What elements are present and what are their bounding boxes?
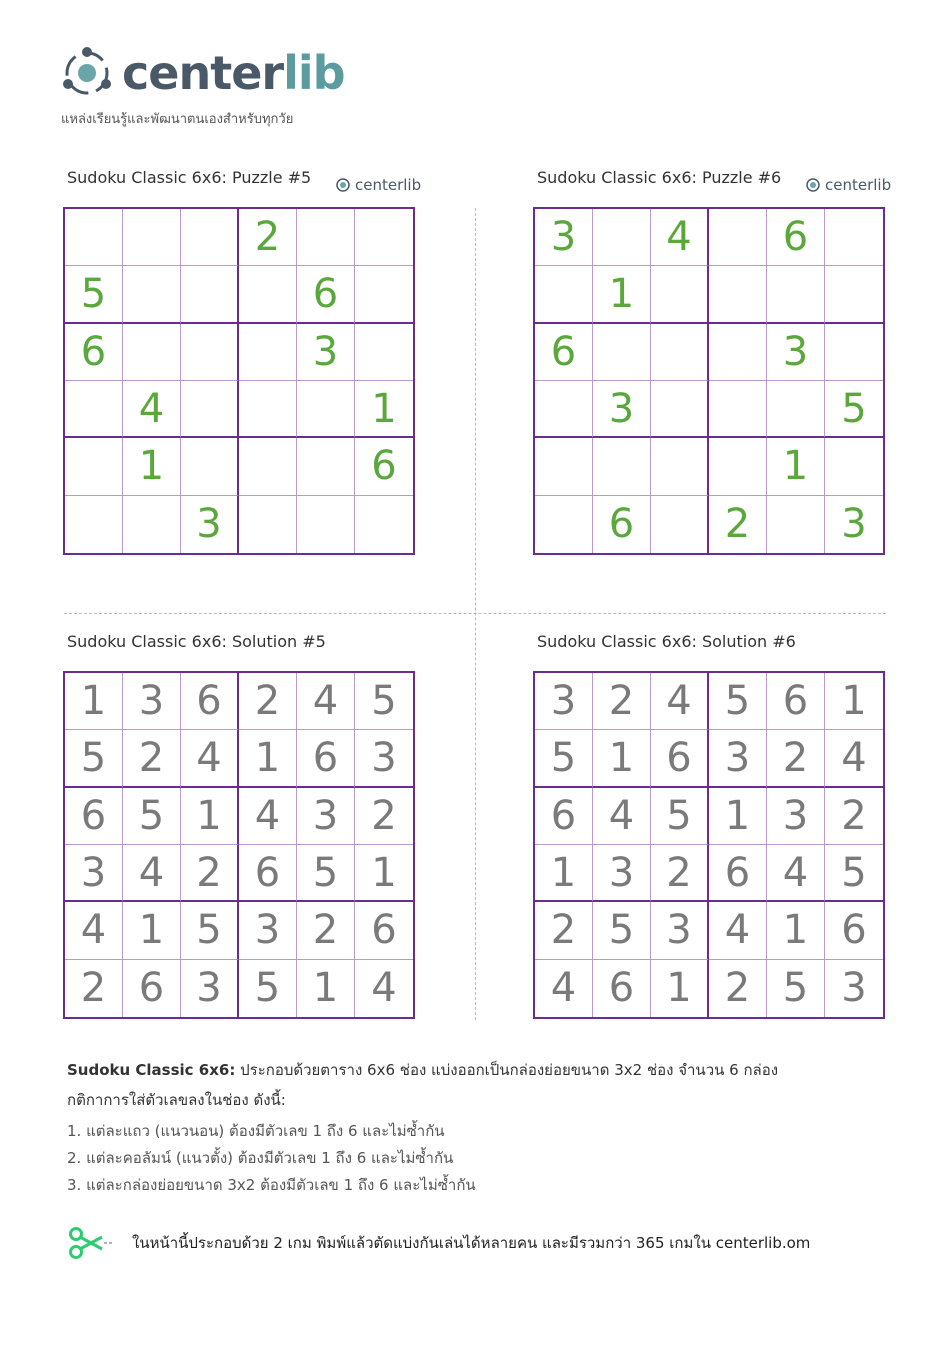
sudoku-cell: 2 bbox=[593, 673, 651, 730]
sudoku-cell: 5 bbox=[297, 845, 355, 902]
cut-line-horizontal bbox=[64, 613, 886, 614]
sudoku-cell: 3 bbox=[767, 324, 825, 381]
sudoku-cell: 6 bbox=[65, 324, 123, 381]
sudoku-cell: 2 bbox=[181, 845, 239, 902]
sudoku-cell: 3 bbox=[123, 673, 181, 730]
sudoku-cell bbox=[181, 266, 239, 323]
sudoku-cell: 6 bbox=[297, 266, 355, 323]
solution-5-title: Sudoku Classic 6x6: Solution #5 bbox=[67, 632, 326, 651]
sudoku-cell: 4 bbox=[65, 902, 123, 959]
sudoku-cell: 2 bbox=[651, 845, 709, 902]
rules-subheading: กติกาการใส่ตัวเลขลงในช่อง ดังนี้: bbox=[67, 1091, 286, 1109]
sudoku-cell: 1 bbox=[123, 438, 181, 495]
puzzle-6-grid bbox=[533, 207, 885, 555]
sudoku-cell bbox=[651, 438, 709, 495]
sudoku-cell: 4 bbox=[297, 673, 355, 730]
sudoku-cell: 2 bbox=[355, 788, 413, 845]
sudoku-cell: 1 bbox=[535, 845, 593, 902]
sudoku-cell: 5 bbox=[825, 845, 883, 902]
centerlib-wordmark bbox=[122, 46, 345, 100]
sudoku-cell: 6 bbox=[825, 902, 883, 959]
sudoku-cell: 6 bbox=[651, 730, 709, 787]
sudoku-cell bbox=[825, 438, 883, 495]
cut-line-vertical bbox=[475, 208, 476, 1020]
sudoku-cell: 3 bbox=[297, 324, 355, 381]
mini-logo-text: centerlib bbox=[355, 176, 422, 194]
sudoku-cell: 2 bbox=[535, 902, 593, 959]
sudoku-cell: 5 bbox=[535, 730, 593, 787]
sudoku-cell: 6 bbox=[767, 209, 825, 266]
sudoku-cell bbox=[651, 324, 709, 381]
rule-item: 3. แต่ละกล่องย่อยขนาด 3x2 ต้องมีตัวเลข 1 ถึง 6 และไม่ซ้ำกัน bbox=[67, 1176, 476, 1194]
sudoku-cell: 2 bbox=[239, 209, 297, 266]
sudoku-cell: 4 bbox=[371, 965, 397, 1012]
sudoku-cell: 4 bbox=[593, 788, 651, 845]
sudoku-cell: 6 bbox=[297, 730, 355, 787]
sudoku-cell: 1 bbox=[767, 902, 825, 959]
rule-item: 2. แต่ละคอลัมน์ (แนวตั้ง) ต้องมีตัวเลข 1 ถึง 6 และไม่ซ้ำกัน bbox=[67, 1149, 454, 1167]
sudoku-cell: 2 bbox=[825, 788, 883, 845]
sudoku-cell: 5 bbox=[593, 902, 651, 959]
sudoku-cell: 3 bbox=[297, 788, 355, 845]
footer-text: ในหน้านี้ประกอบด้วย 2 เกม พิมพ์แล้วตัดแบ่งกันเล่นได้หลายคน และมีรวมกว่า 365 เกมใน centerlib.om bbox=[132, 1234, 811, 1252]
sudoku-cell: 5 bbox=[239, 960, 297, 1017]
sudoku-cell bbox=[355, 324, 413, 381]
sudoku-cell bbox=[709, 209, 767, 266]
sudoku-cell: 3 bbox=[535, 209, 593, 266]
sudoku-cell: 6 bbox=[535, 324, 593, 381]
sudoku-cell: 1 bbox=[123, 902, 181, 959]
sudoku-cell: 4 bbox=[239, 788, 297, 845]
sudoku-cell: 3 bbox=[355, 730, 413, 787]
sudoku-cell: 2 bbox=[767, 730, 825, 787]
rules-intro-text: ประกอบด้วยตาราง 6x6 ช่อง แบ่งออกเป็นกล่องย่อยขนาด 3x2 ช่อง จำนวน 6 กล่อง bbox=[235, 1061, 779, 1079]
solution-6-grid bbox=[533, 671, 885, 1019]
sudoku-cell: 1 bbox=[593, 266, 651, 323]
sudoku-cell bbox=[123, 209, 181, 266]
mini-logo-icon bbox=[334, 176, 352, 194]
sudoku-cell: 5 bbox=[355, 673, 413, 730]
sudoku-cell bbox=[181, 381, 239, 438]
sudoku-cell bbox=[123, 324, 181, 381]
sudoku-cell bbox=[651, 496, 709, 553]
footer bbox=[68, 1226, 810, 1260]
sudoku-cell bbox=[767, 496, 825, 553]
sudoku-cell: 2 bbox=[709, 496, 767, 553]
sudoku-cell bbox=[593, 324, 651, 381]
sudoku-cell bbox=[239, 266, 297, 323]
sudoku-cell: 5 bbox=[65, 266, 123, 323]
sudoku-cell bbox=[593, 438, 651, 495]
solution-5-grid bbox=[63, 671, 415, 1019]
sudoku-cell bbox=[123, 266, 181, 323]
sudoku-cell: 6 bbox=[709, 845, 767, 902]
puzzle-5-grid bbox=[63, 207, 415, 555]
sudoku-cell bbox=[825, 266, 883, 323]
rules-heading: Sudoku Classic 6x6: bbox=[67, 1061, 236, 1079]
sudoku-cell: 3 bbox=[709, 730, 767, 787]
sudoku-cell: 3 bbox=[239, 902, 297, 959]
sudoku-cell: 5 bbox=[181, 902, 239, 959]
sudoku-cell: 2 bbox=[123, 730, 181, 787]
sudoku-cell: 4 bbox=[123, 381, 181, 438]
sudoku-cell: 2 bbox=[297, 902, 355, 959]
mini-logo-text: centerlib bbox=[825, 176, 892, 194]
sudoku-cell: 3 bbox=[65, 845, 123, 902]
sudoku-cell: 4 bbox=[651, 209, 709, 266]
sudoku-cell: 2 bbox=[65, 960, 123, 1017]
sudoku-cell bbox=[709, 266, 767, 323]
sudoku-cell bbox=[709, 324, 767, 381]
sudoku-cell bbox=[65, 496, 123, 553]
sudoku-cell bbox=[355, 209, 413, 266]
sudoku-cell: 2 bbox=[239, 673, 297, 730]
centerlib-logo-icon bbox=[58, 44, 116, 102]
sudoku-cell: 5 bbox=[825, 381, 883, 438]
sudoku-cell: 4 bbox=[181, 730, 239, 787]
sudoku-cell bbox=[535, 496, 593, 553]
sudoku-cell: 6 bbox=[593, 496, 651, 553]
sudoku-cell: 1 bbox=[65, 673, 123, 730]
sudoku-cell: 5 bbox=[709, 673, 767, 730]
sudoku-cell bbox=[65, 438, 123, 495]
sudoku-cell: 6 bbox=[535, 788, 593, 845]
sudoku-cell: 1 bbox=[651, 960, 709, 1017]
sudoku-cell: 6 bbox=[767, 673, 825, 730]
sudoku-cell: 1 bbox=[709, 788, 767, 845]
sudoku-cell bbox=[535, 381, 593, 438]
sudoku-cell bbox=[535, 266, 593, 323]
sudoku-cell: 1 bbox=[181, 788, 239, 845]
mini-logo bbox=[334, 176, 421, 194]
sudoku-cell bbox=[181, 209, 239, 266]
sudoku-cell bbox=[709, 381, 767, 438]
mini-logo bbox=[804, 176, 891, 194]
sudoku-cell: 4 bbox=[123, 845, 181, 902]
sudoku-cell: 3 bbox=[535, 673, 593, 730]
sudoku-cell: 3 bbox=[593, 381, 651, 438]
sudoku-cell: 1 bbox=[593, 730, 651, 787]
sudoku-cell bbox=[123, 496, 181, 553]
sudoku-cell bbox=[297, 438, 355, 495]
sudoku-cell: 3 bbox=[651, 902, 709, 959]
sudoku-cell: 4 bbox=[651, 673, 709, 730]
wordmark-center: center bbox=[122, 46, 284, 100]
sudoku-cell: 1 bbox=[825, 673, 883, 730]
sudoku-cell: 6 bbox=[123, 960, 181, 1017]
sudoku-cell bbox=[651, 266, 709, 323]
sudoku-cell: 3 bbox=[767, 788, 825, 845]
mini-logo-icon bbox=[804, 176, 822, 194]
sudoku-cell bbox=[239, 496, 297, 553]
sudoku-cell: 6 bbox=[593, 960, 651, 1017]
tagline: แหล่งเรียนรู้และพัฒนาตนเองสำหรับทุกวัย bbox=[61, 112, 294, 127]
sudoku-cell bbox=[535, 438, 593, 495]
sudoku-cell bbox=[767, 266, 825, 323]
sudoku-cell bbox=[297, 496, 355, 553]
sudoku-cell: 4 bbox=[535, 960, 593, 1017]
sudoku-cell: 5 bbox=[651, 788, 709, 845]
sudoku-cell bbox=[297, 209, 355, 266]
sudoku-cell bbox=[355, 266, 413, 323]
sudoku-cell bbox=[65, 381, 123, 438]
wordmark-lib: lib bbox=[283, 46, 345, 100]
sudoku-cell: 4 bbox=[825, 730, 883, 787]
rule-item: 1. แต่ละแถว (แนวนอน) ต้องมีตัวเลข 1 ถึง 6 และไม่ซ้ำกัน bbox=[67, 1122, 445, 1140]
sudoku-cell: 2 bbox=[709, 960, 767, 1017]
sudoku-cell bbox=[239, 381, 297, 438]
sudoku-cell bbox=[767, 381, 825, 438]
sudoku-cell bbox=[181, 324, 239, 381]
sudoku-cell bbox=[65, 209, 123, 266]
sudoku-cell bbox=[825, 209, 883, 266]
sudoku-cell: 3 bbox=[841, 965, 867, 1012]
sudoku-cell bbox=[593, 209, 651, 266]
sudoku-cell: 3 bbox=[593, 845, 651, 902]
sudoku-cell: 1 bbox=[767, 438, 825, 495]
sudoku-cell: 5 bbox=[123, 788, 181, 845]
sudoku-cell: 4 bbox=[709, 902, 767, 959]
sudoku-cell: 5 bbox=[65, 730, 123, 787]
sudoku-cell bbox=[355, 496, 413, 553]
scissors-icon bbox=[68, 1226, 114, 1260]
sudoku-cell bbox=[181, 438, 239, 495]
sudoku-cell: 3 bbox=[181, 496, 239, 553]
sudoku-cell: 6 bbox=[181, 673, 239, 730]
sudoku-cell: 6 bbox=[355, 438, 413, 495]
sudoku-cell: 3 bbox=[841, 501, 867, 548]
solution-6-title: Sudoku Classic 6x6: Solution #6 bbox=[537, 632, 796, 651]
sudoku-cell: 1 bbox=[297, 960, 355, 1017]
sudoku-cell: 4 bbox=[767, 845, 825, 902]
sudoku-cell bbox=[239, 438, 297, 495]
sudoku-cell bbox=[651, 381, 709, 438]
centerlib-logo bbox=[58, 44, 345, 102]
sudoku-cell: 1 bbox=[355, 845, 413, 902]
sudoku-cell: 5 bbox=[767, 960, 825, 1017]
sudoku-cell: 1 bbox=[239, 730, 297, 787]
puzzle-5-title: Sudoku Classic 6x6: Puzzle #5 bbox=[67, 168, 312, 187]
sudoku-cell: 3 bbox=[181, 960, 239, 1017]
sudoku-cell bbox=[239, 324, 297, 381]
rules-intro bbox=[67, 1058, 778, 1082]
puzzle-6-title: Sudoku Classic 6x6: Puzzle #6 bbox=[537, 168, 782, 187]
sudoku-cell bbox=[825, 324, 883, 381]
sudoku-cell: 1 bbox=[355, 381, 413, 438]
sudoku-cell: 6 bbox=[355, 902, 413, 959]
sudoku-cell: 6 bbox=[239, 845, 297, 902]
sudoku-cell: 6 bbox=[65, 788, 123, 845]
sudoku-cell bbox=[297, 381, 355, 438]
sudoku-cell bbox=[709, 438, 767, 495]
